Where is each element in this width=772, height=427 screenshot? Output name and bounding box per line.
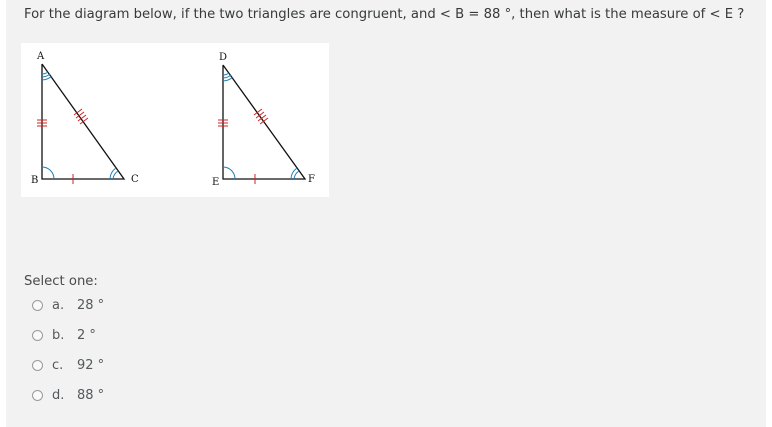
option-a[interactable]: [32, 295, 104, 315]
radio-button[interactable]: [32, 330, 43, 341]
option-letter: d.: [52, 387, 65, 403]
vertex-label-d: D: [219, 52, 228, 63]
option-c[interactable]: [32, 355, 104, 375]
select-one-label: Select one:: [24, 274, 98, 289]
option-d[interactable]: [32, 385, 104, 405]
question-panel: [6, 0, 766, 427]
option-answer: 88 °: [77, 387, 105, 403]
vertex-label-e: E: [212, 177, 220, 188]
triangle-def: [212, 52, 315, 188]
question-text: For the diagram below, if the two triangles are congruent, and < B = 88 °, then what is the measure of < E ?: [24, 7, 745, 22]
radio-button[interactable]: [32, 360, 43, 371]
vertex-label-a: A: [37, 51, 45, 62]
radio-button[interactable]: [32, 300, 43, 311]
option-answer: 92 °: [77, 357, 105, 373]
triangle-abc: [31, 51, 139, 186]
radio-button[interactable]: [32, 390, 43, 401]
vertex-label-b: B: [31, 175, 39, 186]
option-b[interactable]: [32, 325, 96, 345]
option-letter: c.: [52, 357, 64, 373]
option-answer: 28 °: [77, 297, 105, 313]
option-answer: 2 °: [77, 327, 96, 343]
option-letter: a.: [52, 297, 65, 313]
option-letter: b.: [52, 327, 65, 343]
vertex-label-c: C: [131, 174, 139, 185]
triangle-diagram: [21, 43, 329, 197]
congruent-triangles-figure: [21, 43, 329, 197]
vertex-label-f: F: [308, 174, 315, 185]
